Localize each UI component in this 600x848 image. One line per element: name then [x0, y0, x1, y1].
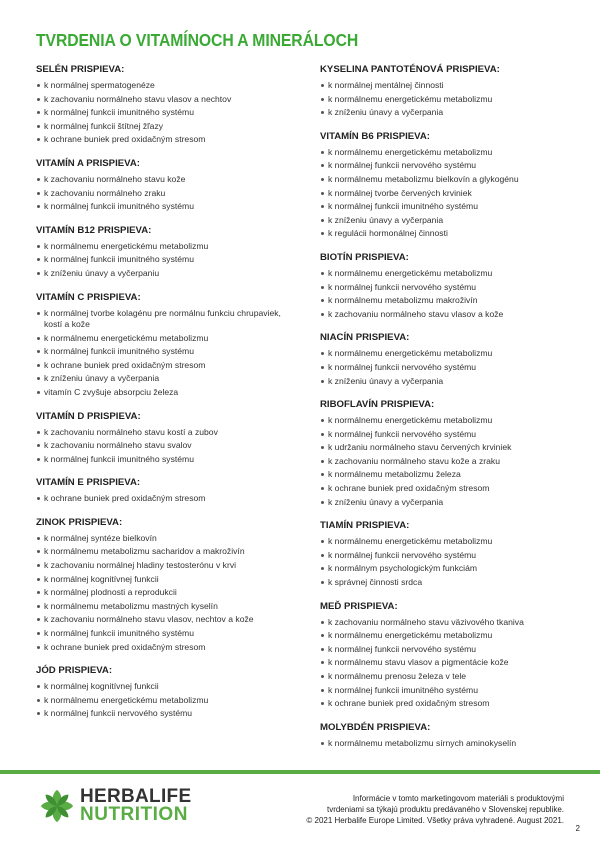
claim-item: k ochrane buniek pred oxidačným stresom: [36, 492, 298, 506]
claim-section: [320, 332, 570, 388]
claim-item: k normálnej funkcii nervového systému: [320, 549, 570, 563]
logo-wordmark-nutrition: NUTRITION: [80, 804, 188, 825]
claim-section: [320, 252, 570, 321]
claim-list: [36, 532, 298, 654]
claim-list: [320, 267, 570, 321]
claim-item: k normálnym psychologickým funkciám: [320, 562, 570, 576]
claim-list: [36, 240, 298, 281]
section-heading: VITAMÍN B12 PRISPIEVA:: [36, 224, 152, 236]
claim-item: k normálnej funkcii nervového systému: [320, 361, 570, 375]
claim-list: [320, 347, 570, 388]
section-heading: VITAMÍN B6 PRISPIEVA:: [320, 130, 430, 142]
claim-item: k správnej činnosti srdca: [320, 576, 570, 590]
claim-item: k normálnej kognitívnej funkcii: [36, 573, 298, 587]
claim-item: k normálnej funkcii imunitného systému: [320, 684, 570, 698]
page-number: 2: [575, 824, 580, 833]
claim-list: [320, 616, 570, 711]
section-heading: ZINOK PRISPIEVA:: [36, 516, 123, 528]
claim-item: k normálnej funkcii imunitného systému: [36, 253, 298, 267]
claim-item: k normálnej mentálnej činnosti: [320, 79, 570, 93]
section-heading: SELÉN PRISPIEVA:: [36, 64, 125, 75]
claim-item: k normálnej funkcii nervového systému: [320, 643, 570, 657]
claim-list: [320, 737, 570, 751]
claim-item: k ochrane buniek pred oxidačným stresom: [320, 697, 570, 711]
claim-section: [36, 411, 298, 467]
claim-list: [36, 307, 298, 400]
footer-divider: [0, 770, 600, 774]
claim-list: [320, 79, 570, 120]
claim-section: [320, 520, 570, 589]
herbalife-leaf-icon: [38, 787, 76, 825]
claim-section: [320, 131, 570, 241]
claim-item: k normálnemu energetickému metabolizmu: [320, 146, 570, 160]
claim-list: [320, 535, 570, 589]
section-heading: BIOTÍN PRISPIEVA:: [320, 251, 409, 263]
claim-item: k normálnej tvorbe kolagénu pre normálnu funkciu chrupaviek, kostí a kože: [36, 307, 298, 332]
claim-item: k ochrane buniek pred oxidačným stresom: [320, 482, 570, 496]
claim-item: k zníženiu únavy a vyčerpania: [320, 496, 570, 510]
claim-item: k zachovaniu normálneho stavu kože: [36, 173, 298, 187]
claim-section: [320, 722, 570, 751]
right-column: [320, 64, 570, 761]
claim-item: k normálnej funkcii nervového systému: [320, 159, 570, 173]
claim-item: k zníženiu únavy a vyčerpania: [36, 372, 298, 386]
claim-item: k regulácii hormonálnej činnosti: [320, 227, 570, 241]
claim-item: k normálnemu energetickému metabolizmu: [320, 347, 570, 361]
claim-list: [320, 414, 570, 509]
legal-line: tvrdeniami sa týkajú produktu predávaného v Slovenskej republike.: [326, 805, 564, 814]
section-heading: VITAMÍN E PRISPIEVA:: [36, 477, 141, 489]
claim-item: k normálnemu metabolizmu sírnych aminokyselín: [320, 737, 570, 751]
claim-item: k normálnej funkcii imunitného systému: [36, 627, 298, 641]
claim-item: k zachovaniu normálneho stavu vlasov, nechtov a kože: [36, 613, 298, 627]
claim-item: k normálnej funkcii nervového systému: [320, 281, 570, 295]
claim-item: k normálnej funkcii imunitného systému: [36, 200, 298, 214]
claim-item: k ochrane buniek pred oxidačným stresom: [36, 641, 298, 655]
claim-list: [36, 426, 298, 467]
claim-list: [36, 173, 298, 214]
claim-section: [36, 64, 298, 147]
claim-item: k normálnemu energetickému metabolizmu: [36, 332, 298, 346]
section-heading: KYSELINA PANTOTÉNOVÁ PRISPIEVA:: [320, 64, 500, 75]
claim-item: k zníženiu únavy a vyčerpania: [320, 375, 570, 389]
claim-item: k normálnej funkcii imunitného systému: [36, 453, 298, 467]
section-heading: MOLYBDÉN PRISPIEVA:: [320, 721, 431, 733]
claim-section: [320, 399, 570, 509]
left-column: [36, 64, 298, 732]
section-heading: VITAMÍN A PRISPIEVA:: [36, 157, 140, 169]
claim-item: k zachovaniu normálneho zraku: [36, 187, 298, 201]
claim-item: k zachovaniu normálnej hladiny testosterónu v krvi: [36, 559, 298, 573]
claim-item: k normálnemu metabolizmu makroživín: [320, 294, 570, 308]
claim-item: k zachovaniu normálneho stavu vlasov a kože: [320, 308, 570, 322]
claim-item: k zachovaniu normálneho stavu svalov: [36, 439, 298, 453]
claim-item: k zachovaniu normálneho stavu vlasov a nechtov: [36, 93, 298, 107]
claim-item: vitamín C zvyšuje absorpciu železa: [36, 386, 298, 400]
claim-item: k zachovaniu normálneho stavu kože a zraku: [320, 455, 570, 469]
legal-notice: [264, 793, 564, 826]
claim-item: k zachovaniu normálneho stavu kostí a zubov: [36, 426, 298, 440]
claim-section: [320, 64, 570, 120]
claim-section: [320, 601, 570, 711]
claim-item: k zníženiu únavy a vyčerpania: [320, 106, 570, 120]
claim-item: k normálnemu metabolizmu mastných kyselín: [36, 600, 298, 614]
claim-item: k normálnemu energetickému metabolizmu: [320, 535, 570, 549]
claim-item: k normálnej spermatogenéze: [36, 79, 298, 93]
section-heading: JÓD PRISPIEVA:: [36, 665, 113, 677]
claim-item: k zníženiu únavy a vyčerpaniu: [36, 267, 298, 281]
claim-item: k normálnemu metabolizmu sacharidov a makroživín: [36, 545, 298, 559]
section-heading: NIACÍN PRISPIEVA:: [320, 332, 410, 344]
claim-item: k normálnej funkcii imunitného systému: [36, 106, 298, 120]
page-title: TVRDENIA O VITAMÍNOCH A MINERÁLOCH: [36, 30, 359, 50]
claim-list: [36, 79, 298, 147]
claim-item: k normálnemu energetickému metabolizmu: [320, 414, 570, 428]
claim-item: k normálnej syntéze bielkovín: [36, 532, 298, 546]
section-heading: RIBOFLAVÍN PRISPIEVA:: [320, 399, 435, 411]
legal-line: Informácie v tomto marketingovom materiáli s produktovými: [352, 794, 564, 803]
claim-section: [36, 158, 298, 214]
section-heading: MEĎ PRISPIEVA:: [320, 600, 398, 612]
claim-item: k zachovaniu normálneho stavu väzivového tkaniva: [320, 616, 570, 630]
claim-item: k normálnej plodnosti a reprodukcii: [36, 586, 298, 600]
claim-item: k ochrane buniek pred oxidačným stresom: [36, 133, 298, 147]
claim-item: k normálnej kognitívnej funkcii: [36, 680, 298, 694]
herbalife-logo: [38, 787, 208, 827]
claim-item: k normálnemu energetickému metabolizmu: [36, 694, 298, 708]
claim-section: [36, 225, 298, 281]
claim-item: k normálnej funkcii nervového systému: [320, 428, 570, 442]
claim-item: k normálnemu energetickému metabolizmu: [36, 240, 298, 254]
claim-list: [320, 146, 570, 241]
claim-item: k normálnej funkcii nervového systému: [36, 707, 298, 721]
claim-item: k normálnemu metabolizmu železa: [320, 468, 570, 482]
claim-list: [36, 680, 298, 721]
legal-line: © 2021 Herbalife Europe Limited. Všetky práva vyhradené. August 2021.: [306, 816, 564, 825]
claim-item: k ochrane buniek pred oxidačným stresom: [36, 359, 298, 373]
claim-item: k normálnemu metabolizmu bielkovín a glykogénu: [320, 173, 570, 187]
claim-section: [36, 292, 298, 400]
claim-item: k udržaniu normálneho stavu červených krviniek: [320, 441, 570, 455]
claim-section: [36, 665, 298, 721]
claim-item: k normálnej tvorbe červených krviniek: [320, 187, 570, 201]
claim-item: k normálnemu energetickému metabolizmu: [320, 629, 570, 643]
claim-item: k zníženiu únavy a vyčerpania: [320, 214, 570, 228]
claim-section: [36, 517, 298, 654]
claim-list: [36, 492, 298, 506]
section-heading: VITAMÍN D PRISPIEVA:: [36, 410, 141, 422]
claim-item: k normálnej funkcii štítnej žľazy: [36, 120, 298, 134]
logo-wordmark-herbalife: HERBALIFE: [80, 786, 192, 807]
claim-item: k normálnej funkcii imunitného systému: [320, 200, 570, 214]
section-heading: VITAMÍN C PRISPIEVA:: [36, 291, 141, 303]
claim-item: k normálnej funkcii imunitného systému: [36, 345, 298, 359]
claim-item: k normálnemu energetickému metabolizmu: [320, 267, 570, 281]
claim-item: k normálnemu stavu vlasov a pigmentácie kože: [320, 656, 570, 670]
section-heading: TIAMÍN PRISPIEVA:: [320, 520, 410, 532]
claim-item: k normálnemu energetickému metabolizmu: [320, 93, 570, 107]
claim-item: k normálnemu prenosu železa v tele: [320, 670, 570, 684]
claim-section: [36, 477, 298, 506]
